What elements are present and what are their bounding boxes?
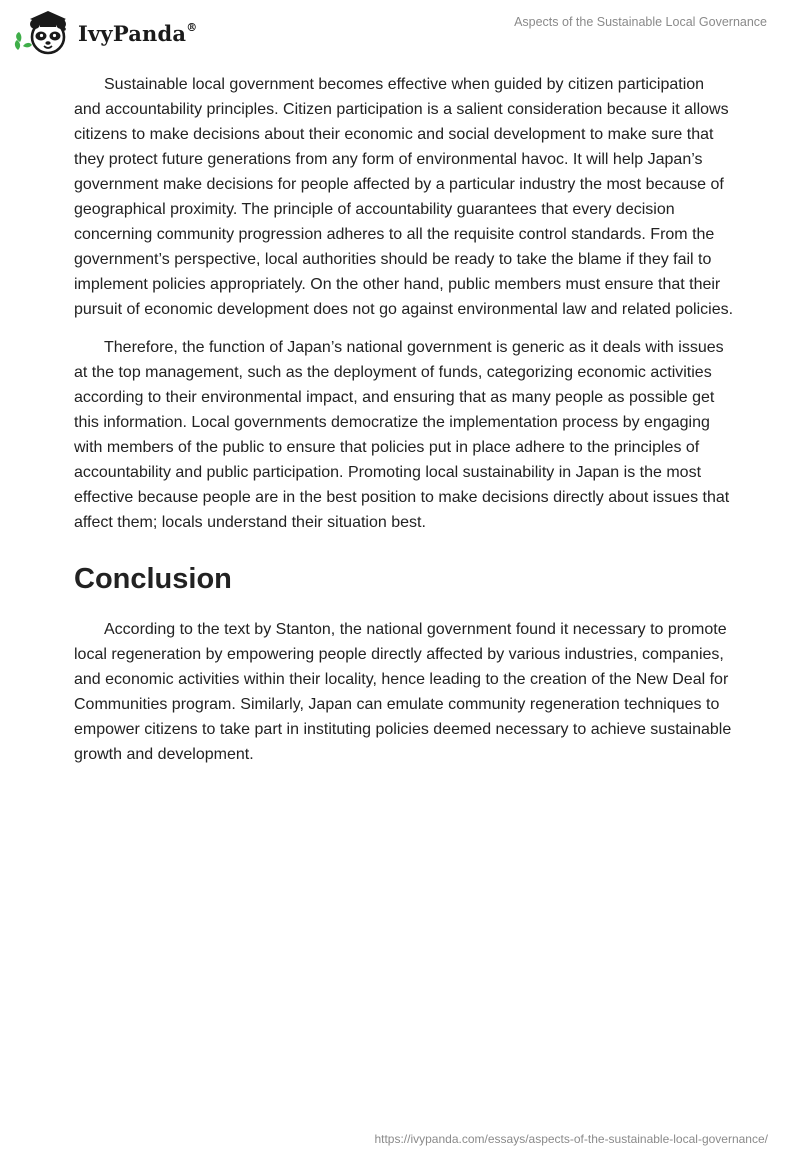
source-url[interactable]: https://ivypanda.com/essays/aspects-of-the-sustainable-local-governance/ [374, 1132, 768, 1146]
brand-name[interactable] [78, 21, 197, 46]
paragraph-national-government: Therefore, the function of Japan’s national government is generic as it deals with issues at the top management, such as the deployment of funds, categorizing economic activities according to their environmental impact, and ensuring that as many people as possible get this information. Local governments democratize the implementation process by engaging with members of the public to ensure that policies put in place adhere to the principles of accountability and public participation. Promoting local sustainability in Japan is the most effective because people are in the best position to make decisions directly about issues that affect them; locals understand their situation best. [74, 339, 730, 531]
ivypanda-logo-icon[interactable] [14, 8, 76, 56]
essay-body [74, 72, 734, 780]
registered-mark: ® [186, 21, 198, 34]
running-title: Aspects of the Sustainable Local Governance [514, 15, 767, 29]
conclusion-heading: Conclusion [74, 563, 232, 595]
paragraph-accountability: Sustainable local government becomes effective when guided by citizen participation and accountability principles. Citizen participation is a salient consideration because it allows citizens to make decisions about their economic and social development to make sure that they protect future generations from any form of environmental havoc. It will help Japan’s government make decisions for people affected by a particular industry the most because of geographical proximity. The principle of accountability guarantees that every decision concerning community progression adheres to all the requisite control standards. From the government’s perspective, local authorities should be ready to take the blame if they fail to implement policies appropriately. On the other hand, public members must ensure that their pursuit of economic development does not go against environmental law and related policies. [74, 76, 734, 318]
page-header [0, 0, 800, 60]
panda-graduate-icon [14, 8, 76, 56]
paragraph-conclusion: According to the text by Stanton, the national government found it necessary to promote local regeneration by empowering people directly affected by various industries, companies, and economic activities within their locality, hence leading to the creation of the New Deal for Communities program. Similarly, Japan can emulate community regeneration techniques to empower citizens to take part in instituting policies deemed necessary to achieve sustainable growth and development. [74, 621, 732, 763]
brand-name-text: IvyPanda [78, 21, 187, 46]
